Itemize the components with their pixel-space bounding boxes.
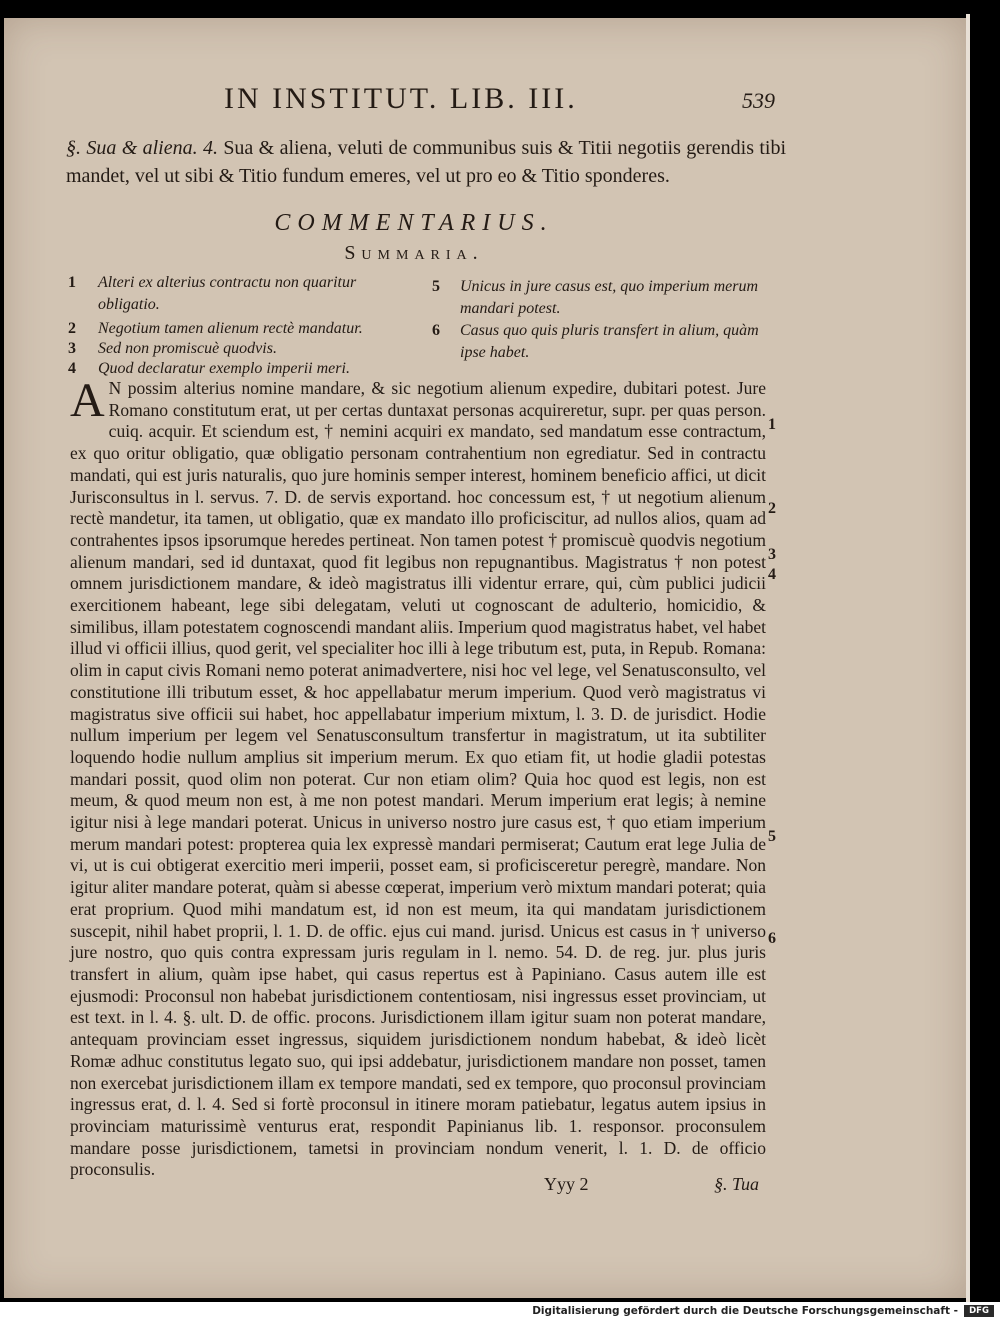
- page-number: 539: [742, 88, 775, 113]
- summary-text: Unicus in jure casus est, quo imperium merum mandari potest.: [460, 278, 759, 317]
- lemma-paragraph: [66, 134, 786, 190]
- catchword: §. Tua: [714, 1174, 760, 1194]
- summary-number: 2: [68, 320, 76, 337]
- commentary-text: N possim alterius nomine mandare, & sic negotium alienum expedire, dubitari potest. Jure Romano constitutum erat, ut per certas duntaxat personas acquireretur, supr. per quas person. cuiq. acquir. Et sciendum est, † nemini acquiri ex mandato, sed mandatum esse contractum, ex quo oritur obligatio, quæ obligatio personam contrahentium non egrediatur. Sed in contractu mandati, qui est juris naturalis, quo jure hominis semper interest, hominem beneficio affici, ut dicit Jurisconsultus in l. servus. 7. D. de servis exportand. hoc concessum est, † ut negotium alienum rectè mandetur, ita tamen, ut obligatio, quæ ex mandato illo proficiscitur, ad nullos alios, quam ad contrahentes ipsos ipsorumque heredes pertineat. Non tamen potest † promiscuè quodvis negotium alienum mandari, sed id duntaxat, quod fit legibus non repugnantibus. Magistratus † non potest omnem jurisdictionem mandare, & ideò magistratus illi videntur errare, qui, cùm publici judicii exercitionem habeant, lege sibi delegatam, veluti ut cognoscant de adulterio, homicidio, & similibus, illam potestatem cognoscendi mandant aliis. Imperium quod magistratus habet, vel habet illud vi officii illius, quod gerit, vel specialiter hoc illi à lege tributum est, puta, in Repub. Romana: olim in caput civis Romani nemo poterat animadvertere, nisi hoc vel lege, vel Senatusconsulto, vel constitutione illi tributum esset, & hoc appellabatur merum imperium. Quod verò magistratus vi magistratus sive officii sui habet, hoc appellabatur imperium mixtum, l. 3. D. de jurisdict. Hodie nullum imperium per legem vel Senatusconsultum transfertur in magistratum, ut ita subtiliter loquendo hodie nullum amplius sit imperium merum. Ex quo etiam fit, ut hodie gladii potestas mandari possit, quod olim non poterat. Cur non etiam olim? Quia hoc quod est legis, non est meum, & quod meum non est, à me non potest mandari. Merum imperium erat legis; à nemine igitur nisi à lege mandari poterat. Unicus in universo nostro jure casus est, † quo etiam imperium merum mandari potest: propterea quia lex expressè mandari permiserat; Cautum erat lege Julia de vi, ut is cui obtigerat exercitio meri imperii, posset eam, si proficisceretur peregrè, mandare. Non igitur aliter mandare poterat, quàm si abesse cœperat, imperium verò mixtum mandari poterat; quia erat proprium. Quod mihi mandatum est, id non est meum, ita qui mandatam jurisdictionem suscepit, nihil habet proprii, l. 1. D. de offic. ejus cui mand. jurisd. Unicus est casus in † universo jure nostro, quo quis contra expressam juris regulam in l. nemo. 54. D. de reg. jur. plus juris transfert in alium, quàm ipse habet, qui casus repertus est à Papiniano. Casus autem ille est ejusmodi: Proconsul non habebat jurisdictionem contentiosam, nisi ingressus esset provinciam, ut est text. in l. 4. §. ult. D. de offic. procons. Jurisdictionem illam igitur suam non poterat mandare, antequam provinciam esset ingressus, siquidem jurisdictionem nondum habebat, & ideò licèt Romæ adhuc constitutus legato suo, qui ipsi addebatur, jurisdictionem mandare non posset, tamen non exercebat jurisdictionem illam ex tempore mandati, sed ex tempore, quo proconsul provinciam ingressus erat, d. l. 4. Sed si fortè proconsul in itinere moram patiebatur, legatus autem ipsius in provinciam maturissimè venturus erat, respondit Papinianus lib. 1. responsor. proconsulem mandare posse jurisdictionem, tametsi in provinciam nondum venerit, l. 1. D. de officio proconsulis.: [70, 378, 766, 1180]
- summaria-heading: Summaria.: [344, 242, 484, 264]
- summary-number: 6: [432, 322, 440, 339]
- margin-number: 6: [768, 930, 776, 947]
- summary-number: 4: [68, 360, 76, 377]
- summary-number: 1: [68, 274, 76, 291]
- signature-mark: Yyy 2: [544, 1174, 589, 1194]
- summary-number: 5: [432, 278, 440, 295]
- margin-number: 4: [768, 566, 776, 583]
- summary-text: Quod declaratur exemplo imperii meri.: [98, 360, 350, 377]
- summary-number: 3: [68, 340, 76, 357]
- dfg-logo: DFG: [964, 1305, 994, 1317]
- summary-text: Alteri ex alterius contractu non quaritur obligatio.: [98, 274, 357, 313]
- lemma-text: Sua & aliena, veluti de communibus suis & Titii negotiis gerendis tibi mandet, vel ut sibi & Titio fundum emeres, vel ut pro eo & Titio sponderes.: [66, 137, 787, 187]
- summary-item: [68, 272, 398, 316]
- drop-cap: A: [70, 374, 105, 427]
- book-page: [4, 18, 966, 1298]
- summary-item: [432, 320, 782, 364]
- summary-text: Negotium tamen alienum rectè mandatur.: [98, 320, 363, 337]
- digitization-footer: [0, 1302, 1000, 1320]
- margin-number: 1: [768, 416, 776, 433]
- running-head: IN INSTITUT. LIB. III.: [224, 82, 578, 115]
- summary-item: [432, 276, 782, 320]
- commentarius-heading: COMMENTARIUS.: [274, 210, 554, 236]
- summary-text: Casus quo quis pluris transfert in alium, quàm ipse habet.: [460, 322, 759, 361]
- margin-number: 2: [768, 500, 776, 517]
- page-edge: [966, 14, 970, 1302]
- summary-text: Sed non promiscuè quodvis.: [98, 340, 277, 357]
- summary-item: [68, 338, 398, 360]
- summary-item: [68, 318, 398, 340]
- summary-item: [68, 358, 398, 380]
- margin-number: 5: [768, 828, 776, 845]
- margin-number: 3: [768, 546, 776, 563]
- commentary-body: [70, 374, 766, 1181]
- lemma-section: §. Sua & aliena. 4.: [66, 137, 218, 159]
- dfg-credit: Digitalisierung gefördert durch die Deutsche Forschungsgemeinschaft -: [532, 1305, 958, 1317]
